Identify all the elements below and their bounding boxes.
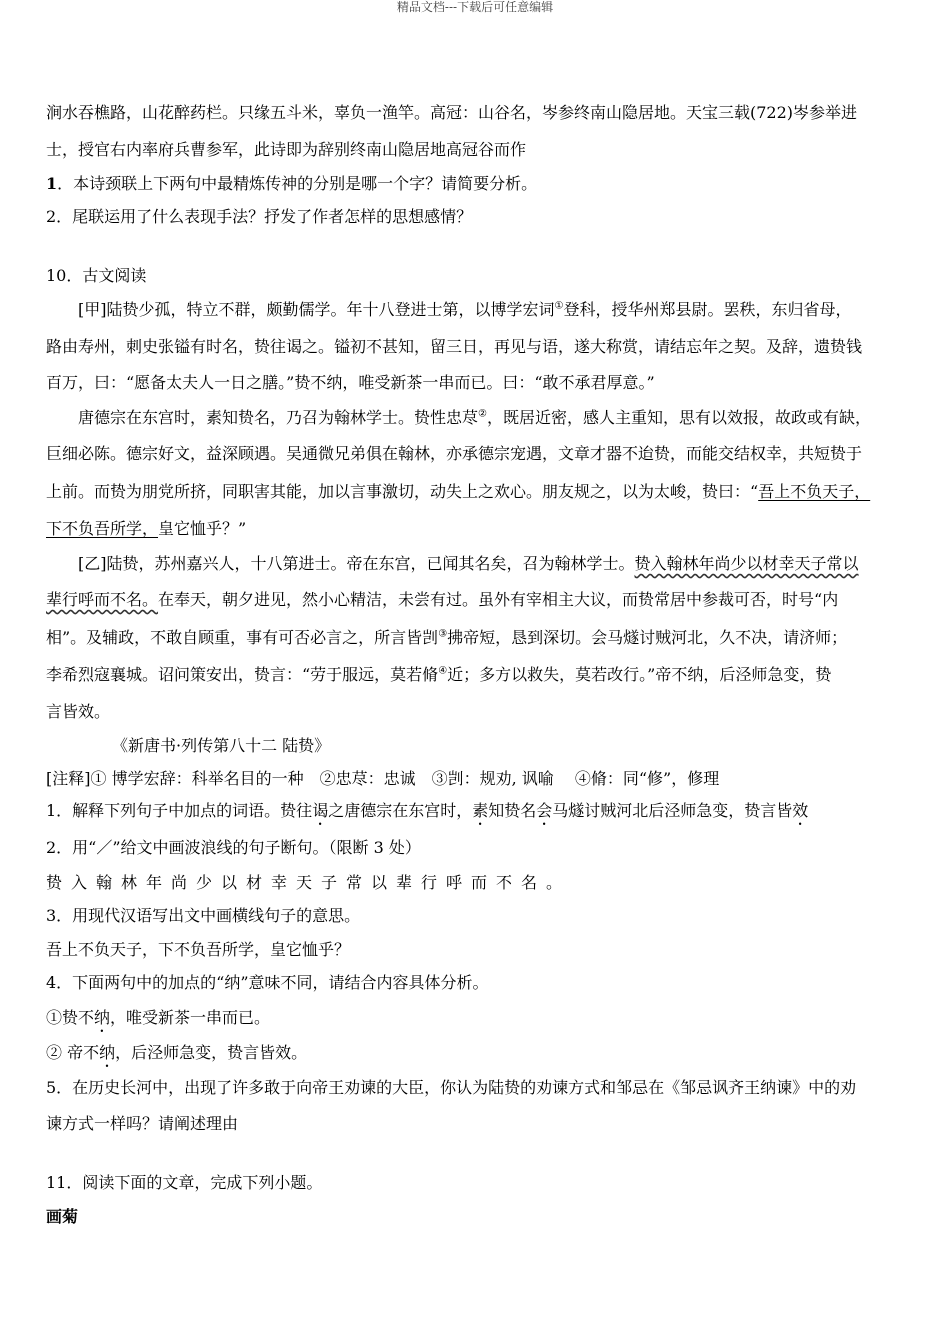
article-title: 画菊 xyxy=(46,1207,79,1226)
text: 在奉天，朝夕进见，然小心精洁，未尝有过。虽外有宰相主大议，而贽常居中参裁可否，时号“内 xyxy=(158,590,839,609)
question-10-3: 3．用现代汉语写出文中画横线句子的意思。 xyxy=(46,906,361,925)
text: 近；多方以救失，莫若改行。”帝不纳，后泾师急变，贽 xyxy=(447,665,832,684)
footnote-mark: ② xyxy=(478,408,487,420)
dotted-word: 纳 xyxy=(94,1008,111,1027)
footnote-mark: ④ xyxy=(438,665,448,677)
passage-a-line-5: 巨细必陈。德宗好文，益深顾遇。吴通微兄弟俱在翰林，亦承德宗宠遇，文章才器不迨贽，而能交结权幸，共短贽于 xyxy=(46,444,863,463)
poem-note-line-2: 士，授官右内率府兵曹参军，此诗即为辞别终南山隐居地高冠谷而作 xyxy=(46,140,527,159)
question-10-1 xyxy=(46,801,808,829)
text: 登科，授华州郑县尉。罢秩，东归省母， xyxy=(563,300,852,319)
question-10-5-line-1: 5．在历史长河中，出现了许多敢于向帝王劝谏的大臣，你认为陆贽的劝谏方式和邹忌在《邹忌讽齐王纳谏》中的劝 xyxy=(46,1078,857,1097)
dotted-word: 谒 xyxy=(312,801,329,820)
passage-a-line-7 xyxy=(46,519,246,539)
text: 之唐德宗在东宫时， xyxy=(328,801,473,820)
dotted-word: 效 xyxy=(792,801,809,820)
passage-a-line-4 xyxy=(78,408,871,428)
text: ，既居近密，感人主重知，思有以效报，故政或有缺， xyxy=(486,408,871,427)
text: ② 帝不 xyxy=(46,1043,100,1062)
text: 拂帝短，恳到深切。会马燧讨贼河北，久不决，请济师； xyxy=(447,628,848,647)
footnote-mark: ③ xyxy=(438,628,448,640)
section-10-title: 10．古文阅读 xyxy=(46,266,147,285)
question-10-4: 4．下面两句中的加点的“纳”意味不同，请结合内容具体分析。 xyxy=(46,973,489,992)
dotted-word: 会 xyxy=(536,801,553,820)
page-header: 精品文档---下载后可任意编辑 xyxy=(396,0,554,14)
underlined-sentence: 吾上不负天子， xyxy=(758,482,871,501)
wavy-sentence: 辈行呼而不名。 xyxy=(46,590,159,609)
text: ，唯受新茶一串而已。 xyxy=(110,1008,271,1027)
question-10-4-b xyxy=(46,1043,307,1071)
footnote-mark: ① xyxy=(554,300,564,312)
question-9-1 xyxy=(46,174,537,194)
q-number: 1 xyxy=(46,174,58,193)
text: ①贽不 xyxy=(46,1008,95,1027)
text: 相”。及辅政，不敢自顾重，事有可否必言之，所言皆剀 xyxy=(46,628,439,647)
passage-b-line-5: 言皆效。 xyxy=(46,702,111,721)
question-10-2-sentence: 贽入翰林年尚少以材幸天子常以辈行呼而不名。 xyxy=(46,873,572,892)
passage-b-line-4 xyxy=(46,665,831,685)
text: [甲]陆贽少孤，特立不群，颇勤儒学。年十八登进士第，以博学宏词 xyxy=(78,300,555,319)
text: 1．解释下列句子中加点的词语。贽往 xyxy=(46,801,313,820)
text: 知贽名 xyxy=(488,801,537,820)
poem-note-line-1: 涧水吞樵路，山花醉药栏。只缘五斗米，辜负一渔竿。高冠：山谷名，岑参终南山隐居地。天宝三载(722)岑参举进 xyxy=(46,103,858,122)
section-11-title: 11．阅读下面的文章，完成下列小题。 xyxy=(46,1173,323,1192)
passage-b-line-2 xyxy=(46,590,838,610)
passage-a-line-6 xyxy=(46,482,870,502)
annotation-notes: [注释]① 博学宏辞：科举名目的一种 ②忠荩：忠诚 ③剀：规劝, 讽喻 ④脩：同“修”，修理 xyxy=(46,769,720,788)
text: 唐德宗在东宫时，素知贽名，乃召为翰林学士。贽性忠荩 xyxy=(78,408,479,427)
text: [乙]陆贽，苏州嘉兴人，十八第进士。帝在东宫，已闻其名矣，召为翰林学士。 xyxy=(78,554,635,573)
dotted-word: 纳 xyxy=(99,1043,116,1062)
passage-a-line-2: 路由寿州，刺史张镒有时名，贽往谒之。镒初不甚知，留三日，再见与语，遂大称赏，请结忘年之契。及辞，遗贽钱 xyxy=(46,337,863,356)
text: 皇它恤乎？” xyxy=(158,519,247,538)
text: 上前。而贽为朋党所挤，同职害其能，加以言事激切，动失上之欢心。朋友规之，以为太峻，贽曰：“ xyxy=(46,482,759,501)
question-9-2: 2．尾联运用了什么表现手法？抒发了作者怎样的思想感情？ xyxy=(46,207,473,226)
passage-a-line-1 xyxy=(78,300,851,320)
passage-a-line-3: 百万，曰：“愿备太夫人一日之膳。”贽不纳，唯受新茶一串而已。曰：“敢不承君厚意。” xyxy=(46,373,655,392)
wavy-sentence: 贽入翰林年尚少以材幸天子常以 xyxy=(634,554,859,573)
q-text: ．本诗颈联上下两句中最精炼传神的分别是哪一个字？请简要分析。 xyxy=(57,174,538,193)
source-citation: 《新唐书·列传第八十二 陆贽》 xyxy=(112,736,331,755)
text: 李希烈寇襄城。诏问策安出，贽言：“劳于服远，莫若脩 xyxy=(46,665,439,684)
question-10-3-sentence: 吾上不负天子，下不负吾所学，皇它恤乎？ xyxy=(46,940,351,959)
passage-b-line-3 xyxy=(46,628,847,648)
question-10-5-line-2: 谏方式一样吗？请阐述理由 xyxy=(46,1114,239,1133)
text: 马燧讨贼河北后泾师急变，贽言皆 xyxy=(552,801,793,820)
question-10-4-a xyxy=(46,1008,270,1036)
dotted-word: 素 xyxy=(472,801,489,820)
question-10-2: 2．用“／”给文中画波浪线的句子断句。（限断 3 处） xyxy=(46,838,421,857)
text: ，后泾师急变，贽言皆效。 xyxy=(115,1043,308,1062)
underlined-sentence: 下不负吾所学， xyxy=(46,519,159,538)
passage-b-line-1 xyxy=(78,554,859,574)
